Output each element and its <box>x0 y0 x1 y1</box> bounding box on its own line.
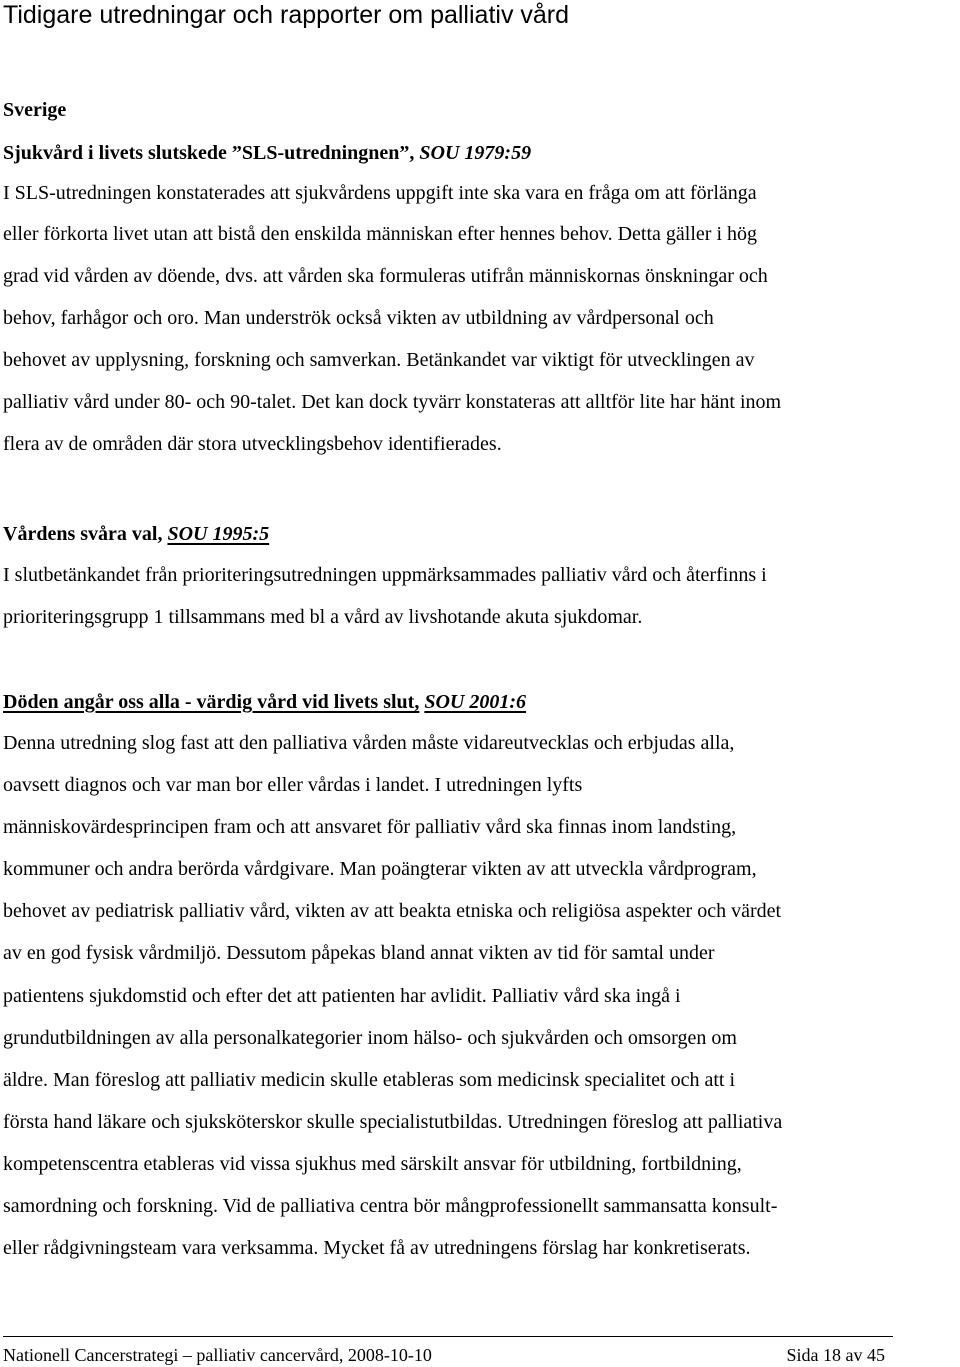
section-title-vardens-svara-val <box>3 521 269 547</box>
body-line: palliativ vård under 80- och 90-talet. Det kan dock tyvärr konstateras att alltför lite har hänt inom <box>3 391 782 414</box>
body-line: patientens sjukdomstid och efter det att patienten har avlidit. Palliativ vård ska ingå i <box>3 984 681 1007</box>
region-heading: Sverige <box>3 99 67 121</box>
page-title: Tidigare utredningar och rapporter om palliativ vård <box>3 1 570 29</box>
section-body-sls <box>3 173 943 466</box>
body-line: första hand läkare och sjuksköterskor skulle specialistutbildas. Utredningen föreslog att palliativa <box>3 1110 783 1133</box>
body-line: prioriteringsgrupp 1 tillsammans med bl a vård av livshotande akuta sjukdomar. <box>3 606 643 629</box>
body-line: kommuner och andra berörda vårdgivare. Man poängterar vikten av att utveckla vårdprogram, <box>3 858 757 881</box>
footer-page-number: Sida 18 av 45 <box>786 1345 885 1365</box>
section-title-sls <box>3 140 531 166</box>
body-line: äldre. Man föreslog att palliativ medicin skulle etableras som medicinsk specialitet och att i <box>3 1068 736 1091</box>
section-body-vardens-svara-val <box>3 554 943 638</box>
body-line: eller förkorta livet utan att bistå den enskilda människan efter hennes behov. Detta gäller i hög <box>3 223 758 245</box>
body-line: Denna utredning slog fast att den palliativa vården måste vidareutvecklas och erbjudas alla, <box>3 732 735 754</box>
body-line: behovet av upplysning, forskning och samverkan. Betänkandet var viktigt för utvecklingen av <box>3 349 755 372</box>
section-reference: SOU 1995:5 <box>167 523 270 545</box>
body-line: behov, farhågor och oro. Man underströk också vikten av utbildning av vårdpersonal och <box>3 307 714 330</box>
section-title-text: Döden angår oss alla - värdig vård vid livets slut, <box>3 691 420 713</box>
section-reference: SOU 2001:6 <box>424 691 527 713</box>
body-line: grundutbildningen av alla personalkategorier inom hälso- och sjukvården och omsorgen om <box>3 1026 737 1049</box>
body-line: I slutbetänkandet från prioriteringsutredningen uppmärksammades palliativ vård och återfinns i <box>3 564 767 586</box>
body-line: samordning och forskning. Vid de palliativa centra bör mångprofessionellt sammansatta konsult- <box>3 1195 778 1218</box>
section-title-text: Sjukvård i livets slutskede ”SLS-utredningnen”, <box>3 142 415 164</box>
footer-document-info: Nationell Cancerstrategi – palliativ cancervård, 2008-10-10 <box>3 1345 432 1365</box>
body-line: oavsett diagnos och var man bor eller vårdas i landet. I utredningen lyfts <box>3 774 583 797</box>
body-line: kompetenscentra etableras vid vissa sjukhus med särskilt ansvar för utbildning, fortbildning, <box>3 1152 742 1175</box>
section-body-doden-angar-oss-alla <box>3 722 943 1269</box>
body-line: människovärdesprincipen fram och att ansvaret för palliativ vård ska finnas inom landsting, <box>3 816 737 839</box>
body-line: av en god fysisk vårdmiljö. Dessutom påpekas bland annat vikten av tid för samtal under <box>3 942 715 965</box>
body-line: I SLS-utredningen konstaterades att sjukvårdens uppgift inte ska vara en fråga om att förlänga <box>3 182 757 204</box>
body-line: eller rådgivningsteam vara verksamma. Mycket få av utredningens förslag har konkretiserats. <box>3 1237 751 1260</box>
footer-divider <box>3 1336 893 1337</box>
body-line: flera av de områden där stora utvecklingsbehov identifierades. <box>3 433 502 456</box>
section-title-text: Vårdens svåra val, <box>3 523 163 545</box>
body-line: grad vid vården av döende, dvs. att vården ska formuleras utifrån människornas önskningar och <box>3 265 768 288</box>
section-reference: SOU 1979:59 <box>419 142 532 164</box>
body-line: behovet av pediatrisk palliativ vård, vikten av att beakta etniska och religiösa aspekter och värdet <box>3 900 782 923</box>
section-title-doden-angar-oss-alla <box>3 689 526 715</box>
